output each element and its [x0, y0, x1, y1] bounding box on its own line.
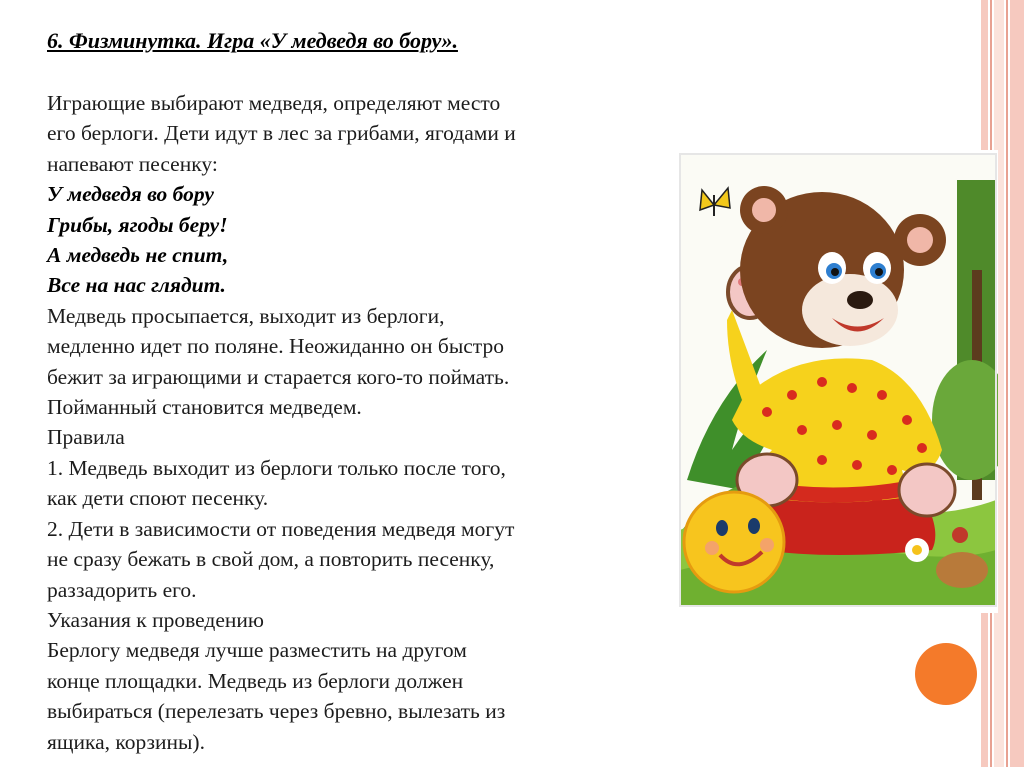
rule-line: не сразу бежать в свой дом, а повторить песенку,: [47, 547, 495, 572]
instruction-line: выбираться (перелезать через бревно, вылезать из: [47, 699, 506, 724]
description-line: Пойманный становится медведем.: [47, 395, 362, 420]
rule-line: как дети споют песенку.: [47, 486, 269, 511]
rule-line: 1. Медведь выходит из берлоги только после того,: [47, 455, 506, 480]
paragraph-line: напевают песенку:: [47, 151, 218, 176]
slide-title: 6. Физминутка. Игра «У медведя во бору».: [47, 28, 458, 53]
description-line: Медведь просыпается, выходит из берлоги,: [47, 303, 445, 328]
decorative-stripe: [1006, 0, 1008, 767]
instructions-heading: Указания к проведению: [47, 607, 264, 632]
kolobok-eye: [748, 518, 760, 534]
verse-line: А медведь не спит,: [47, 243, 229, 268]
decorative-orange-circle: [915, 643, 977, 705]
instruction-line: Берлогу медведя лучше разместить на другом: [47, 638, 467, 663]
bear-illustration: [672, 150, 998, 613]
rule-line: 2. Дети в зависимости от поведения медведя могут: [47, 516, 515, 541]
tree-stump: [936, 552, 988, 588]
daisy-flower: [905, 538, 929, 562]
verse-line: Грибы, ягоды беру!: [47, 212, 228, 237]
ladybug: [952, 527, 968, 543]
kolobok-eye: [716, 520, 728, 536]
bear-muzzle: [802, 274, 898, 346]
rules-heading: Правила: [47, 425, 125, 450]
decorative-stripe: [1010, 0, 1024, 767]
verse-line: Все на нас глядит.: [47, 273, 226, 298]
bear-nose: [847, 291, 873, 309]
instruction-line: конце площадки. Медведь из берлоги должен: [47, 668, 464, 693]
verse-line: У медведя во бору: [47, 182, 214, 207]
instruction-line: ящика, корзины).: [47, 729, 205, 754]
bear-foot: [899, 464, 955, 516]
bear-illustration-svg: [672, 150, 998, 613]
slide-body-text: [47, 88, 687, 757]
description-line: медленно идет по поляне. Неожиданно он быстро: [47, 334, 504, 359]
paragraph-line: Играющие выбирают медведя, определяют место: [47, 91, 501, 115]
paragraph-line: его берлоги. Дети идут в лес за грибами, ягодами и: [47, 121, 516, 146]
rule-line: раззадорить его.: [47, 577, 197, 602]
description-line: бежит за играющими и старается кого-то поймать.: [47, 364, 510, 389]
